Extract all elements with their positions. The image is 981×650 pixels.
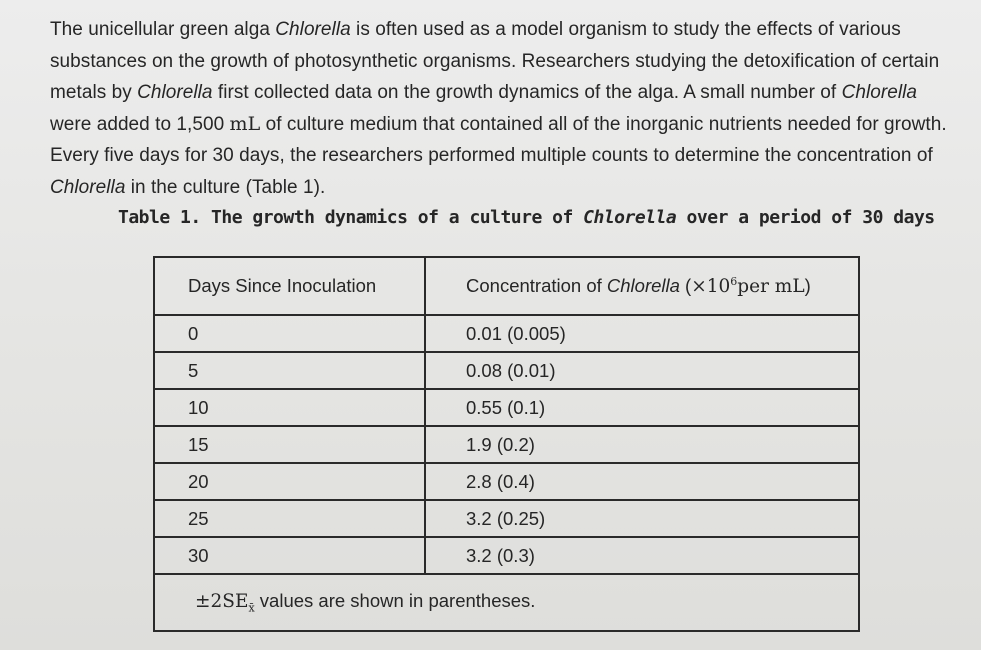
- table-row: [154, 537, 859, 574]
- cell-concentration: 0.55 (0.1): [425, 389, 859, 426]
- cell-concentration: 0.01 (0.005): [425, 315, 859, 352]
- intro-paragraph: [50, 14, 975, 203]
- organism-name: Chlorella: [50, 176, 126, 198]
- header-unit: per mL: [737, 276, 805, 298]
- text-run: were added to 1,500: [50, 113, 230, 135]
- text-run: of culture medium that contained all of the inorganic nutrients needed for growth.: [260, 113, 947, 135]
- text-run: in the culture (Table 1).: [125, 176, 326, 198]
- cell-days: 5: [154, 352, 425, 389]
- header-text: Concentration of: [466, 275, 607, 297]
- text-run: metals by: [50, 82, 138, 103]
- caption-organism: Chlorella: [583, 207, 677, 228]
- cell-days: 20: [154, 463, 425, 500]
- cell-days: 25: [154, 500, 425, 537]
- header-organism: Chlorella: [606, 275, 680, 297]
- cell-days: 10: [154, 389, 425, 426]
- paragraph-line-3: [50, 77, 975, 109]
- paragraph-line-5: Every five days for 30 days, the researchers performed multiple counts to determine the concentration of: [50, 145, 933, 166]
- table-row: [154, 315, 859, 352]
- text-run: is often used as a model organism to study the effects of various: [350, 19, 901, 40]
- paragraph-line-2: substances on the growth of photosynthetic organisms. Researchers studying the detoxification of certain: [50, 50, 940, 72]
- paragraph-line-4: [50, 109, 975, 141]
- paragraph-line-1: [50, 14, 975, 46]
- cell-concentration: 2.8 (0.4): [425, 463, 859, 500]
- table-footnote-row: [154, 574, 859, 631]
- footnote-symbol: ±2SE: [195, 591, 249, 613]
- table-footnote: [154, 574, 859, 631]
- table-header-row: [154, 257, 859, 315]
- unit-ml: mL: [229, 112, 261, 135]
- text-run: first collected data on the growth dynamics of the alga. A small number of: [212, 82, 842, 103]
- cell-days: 15: [154, 426, 425, 463]
- header-multiplier: ×10: [691, 276, 731, 298]
- cell-days: 30: [154, 537, 425, 574]
- footnote-subscript: x̄: [248, 601, 255, 615]
- cell-concentration: 0.08 (0.01): [425, 352, 859, 389]
- cell-concentration: 3.2 (0.3): [425, 537, 859, 574]
- header-days: Days Since Inoculation: [154, 257, 425, 315]
- table-row: [154, 426, 859, 463]
- caption-text: over a period of 30 days: [676, 207, 935, 228]
- table-caption: [118, 207, 935, 228]
- text-run: The unicellular green alga: [50, 19, 276, 40]
- cell-concentration: 3.2 (0.25): [425, 500, 859, 537]
- table-row: [154, 389, 859, 426]
- organism-name: Chlorella: [841, 82, 917, 103]
- caption-text: Table 1. The growth dynamics of a culture of: [118, 207, 584, 228]
- table-row: [154, 352, 859, 389]
- table-row: [154, 500, 859, 537]
- footnote-text: values are shown in parentheses.: [254, 590, 536, 612]
- cell-days: 0: [154, 315, 425, 352]
- table-row: [154, 463, 859, 500]
- organism-name: Chlorella: [275, 19, 351, 40]
- paragraph-line-6: [50, 172, 975, 204]
- cell-concentration: 1.9 (0.2): [425, 426, 859, 463]
- growth-data-table: [153, 256, 860, 632]
- header-exponent: 6: [730, 274, 738, 288]
- organism-name: Chlorella: [137, 82, 213, 103]
- header-concentration: [425, 257, 859, 315]
- header-text: (: [679, 275, 692, 297]
- header-text: ): [804, 275, 811, 297]
